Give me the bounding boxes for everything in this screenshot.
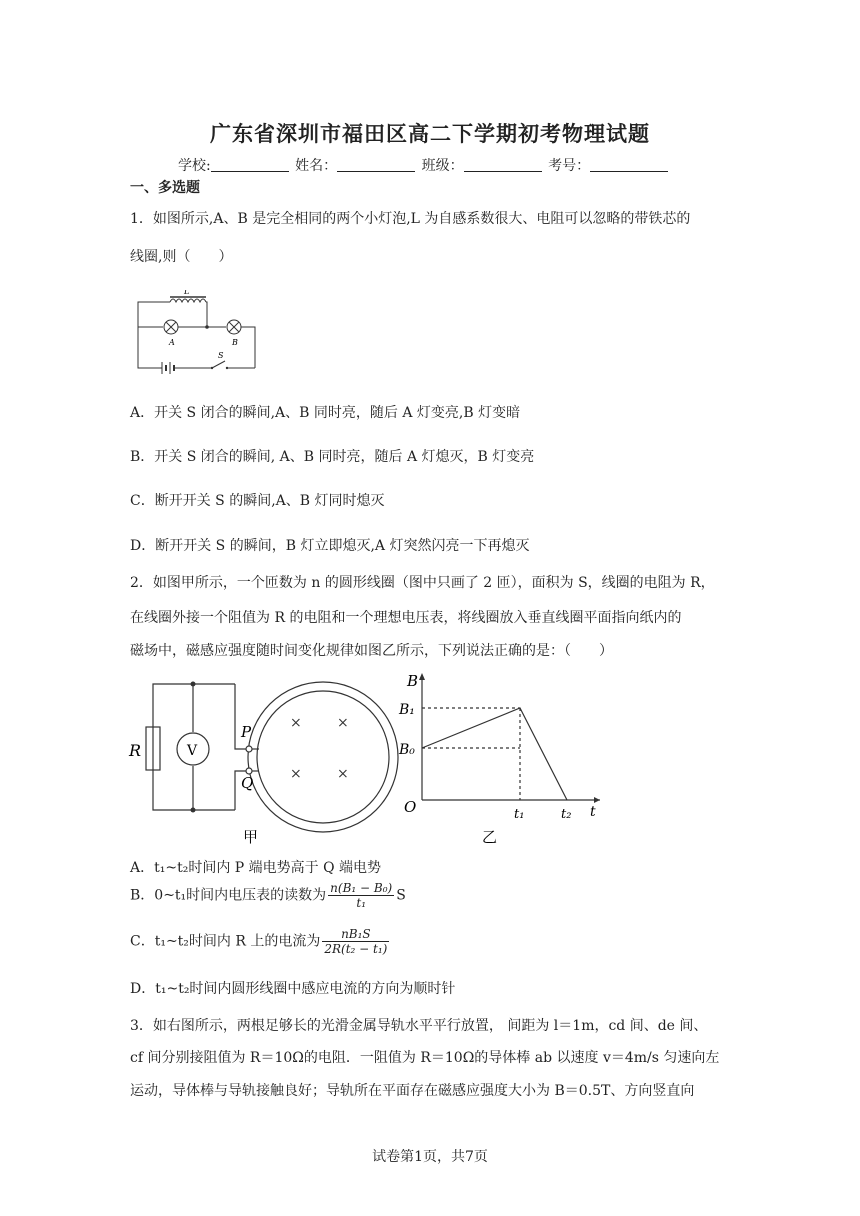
name-label: 姓名： <box>295 158 338 174</box>
q1-stem-line2: 线圈,则（ ） <box>130 249 233 265</box>
switch-label: S <box>218 351 224 360</box>
figure-yi-caption: 乙 <box>482 828 498 846</box>
junction-dot <box>205 325 209 329</box>
figure-jia-caption: 甲 <box>243 828 259 846</box>
school-field <box>211 157 289 172</box>
q1-option-b: B．开关 S 闭合的瞬间, A、B 同时亮，随后 A 灯熄灭，B 灯变亮 <box>130 449 535 465</box>
q1-stem-line1: 1．如图所示,A、B 是完全相同的两个小灯泡,L 为自感系数很大、电阻可以忽略的带铁芯的 <box>130 211 691 227</box>
q2-option-c: C．t₁~t₂时间内 R 上的电流为 $\frac{\text{nB₁S}}{\text{2R(t₂ − t₁)}}$ <box>130 927 388 956</box>
origin-label: O <box>404 798 417 816</box>
q2-option-a: A．t₁~t₂时间内 P 端电势高于 Q 端电势 <box>130 860 382 876</box>
lamp-a-label: A <box>169 338 175 347</box>
option-c-fraction: $\frac{\text{nB₁S}}{\text{2R(t₂ − t₁)}}$ <box>324 927 388 956</box>
name-field <box>337 157 415 172</box>
svg-text:×: × <box>337 766 349 782</box>
q2-figure <box>125 670 605 850</box>
inductor-label: L <box>184 290 190 296</box>
svg-text:×: × <box>290 766 302 782</box>
svg-text:×: × <box>290 715 302 731</box>
resistor-label: R <box>129 741 142 760</box>
b-t-curve <box>422 708 567 800</box>
q1-circuit-figure <box>130 290 265 380</box>
q2-option-b: B．0~t₁时间内电压表的读数为 $\frac{\text{n(B₁ − B₀)}}{\text{t₁}}$ S <box>130 881 406 910</box>
q2-stem-line3: 磁场中，磁感应强度随时间变化规律如图乙所示，下列说法正确的是：（ ） <box>130 643 613 659</box>
svg-text:×: × <box>337 715 349 731</box>
t1-label: t₁ <box>514 807 525 822</box>
q2-option-d: D．t₁~t₂时间内圆形线圈中感应电流的方向为顺时针 <box>130 981 456 997</box>
terminal-p-label: P <box>241 723 252 741</box>
terminal-q-label: Q <box>241 774 254 792</box>
student-info-row <box>178 155 670 175</box>
q2-stem-line1: 2．如图甲所示，一个匝数为 n 的圆形线圈（图中只画了 2 匝），面积为 S，线圈的电阻为 R， <box>130 575 715 591</box>
q1-option-d: D．断开开关 S 的瞬间，B 灯立即熄灭,A 灯突然闪亮一下再熄灭 <box>130 538 530 554</box>
school-label: 学校: <box>178 158 211 174</box>
q2-stem-line2: 在线圈外接一个阻值为 R 的电阻和一个理想电压表，将线圈放入垂直线圈平面指向纸内的 <box>130 610 682 626</box>
q1-option-a: A．开关 S 闭合的瞬间,A、B 同时亮，随后 A 灯变亮,B 灯变暗 <box>130 405 521 421</box>
b-t-graph <box>422 708 567 800</box>
exam-no-field <box>590 157 668 172</box>
q3-stem-line2: cf 间分别接阻值为 R＝10Ω的电阻．一阻值为 R＝10Ω的导体棒 ab 以速度 v＝4m/s 匀速向左 <box>130 1050 720 1066</box>
q3-stem-line3: 运动，导体棒与导轨接触良好；导轨所在平面存在磁感应强度大小为 B＝0.5T、方向竖直向 <box>130 1083 695 1099</box>
page-footer: 试卷第1页，共7页 <box>372 1149 488 1165</box>
page-title: 广东省深圳市福田区高二下学期初考物理试题 <box>210 121 650 146</box>
q1-option-c: C．断开开关 S 的瞬间,A、B 灯同时熄灭 <box>130 493 385 509</box>
axis-b-label: B <box>407 672 419 690</box>
class-label: 班级： <box>421 158 464 174</box>
option-b-fraction: $\frac{\text{n(B₁ − B₀)}}{\text{t₁}}$ <box>330 881 393 910</box>
axis-t-label: t <box>590 804 596 820</box>
class-field <box>464 157 542 172</box>
section-heading: 一、多选题 <box>130 180 200 196</box>
voltmeter-label: V <box>187 743 198 759</box>
q3-stem-line1: 3．如右图所示，两根足够长的光滑金属导轨水平平行放置， 间距为 l＝1m，cd 间、de 间、 <box>130 1018 708 1034</box>
exam-no-label: 考号： <box>548 158 591 174</box>
b1-label: B₁ <box>399 702 415 718</box>
lamp-b-label: B <box>232 338 238 347</box>
b0-label: B₀ <box>399 742 415 758</box>
t2-label: t₂ <box>561 807 572 822</box>
